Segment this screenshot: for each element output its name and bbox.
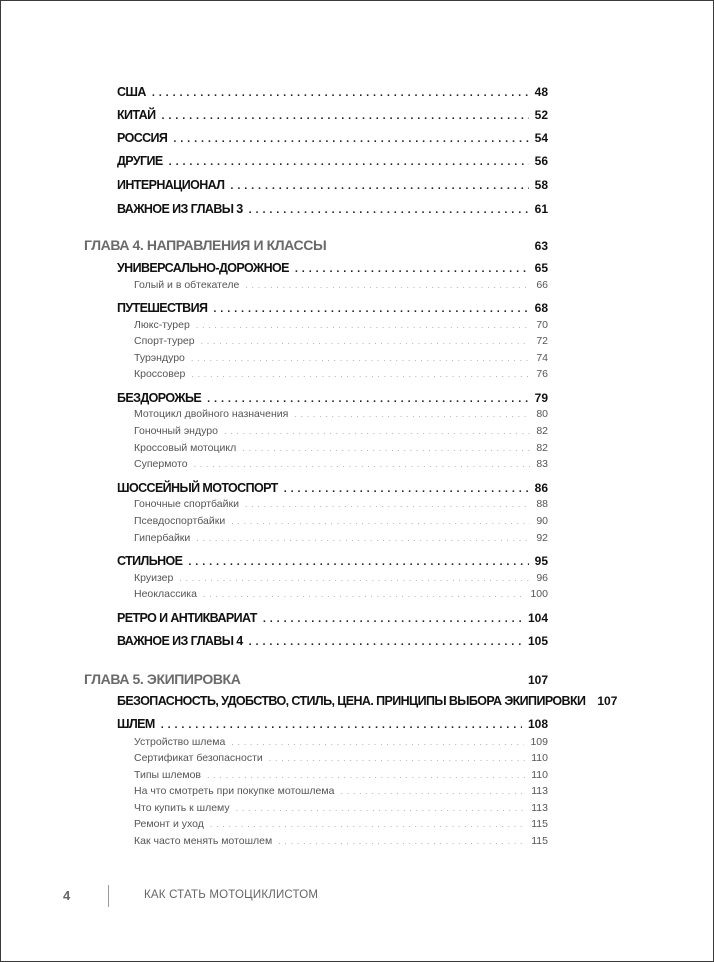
entry-page-number: 65: [534, 261, 548, 275]
dot-leader: [236, 803, 526, 814]
entry-page-number: 90: [536, 515, 548, 527]
dot-leader: [340, 786, 525, 797]
dot-leader: [207, 770, 525, 781]
dot-leader: [196, 533, 530, 544]
entry-title: СТИЛЬНОЕ: [117, 554, 183, 568]
entry-page-number: 83: [536, 458, 548, 470]
dot-leader: [161, 719, 522, 732]
dot-leader: [196, 320, 531, 331]
entry-title: Круизер: [134, 572, 174, 584]
entry-page-number: 107: [527, 672, 548, 687]
entry-title: БЕЗОПАСНОСТЬ, УДОБСТВО, СТИЛЬ, ЦЕНА. ПРИНЦИПЫ ВЫБОРА ЭКИПИРОВКИ: [117, 694, 586, 708]
entry-page-number: 76: [536, 368, 548, 380]
toc-subsection-entry: [134, 319, 548, 331]
entry-page-number: 107: [597, 694, 618, 708]
entry-page-number: 48: [534, 85, 548, 99]
toc-subsection-entry: [134, 572, 548, 584]
entry-title: Гоночные спортбайки: [134, 498, 239, 510]
entry-page-number: 113: [531, 802, 548, 814]
toc-subsection-entry: [134, 442, 548, 454]
entry-page-number: 72: [536, 335, 548, 347]
dot-leader: [191, 369, 530, 380]
dot-leader: [201, 336, 531, 347]
dot-leader: [213, 303, 528, 316]
entry-page-number: 115: [531, 835, 548, 847]
toc-subsection-entry: [134, 335, 548, 347]
entry-title: Кроссовер: [134, 368, 186, 380]
entry-title: РОССИЯ: [117, 131, 168, 145]
toc-section-entry: [117, 634, 548, 649]
entry-page-number: 88: [536, 498, 548, 510]
entry-title: Сертификат безопасности: [134, 752, 263, 764]
entry-page-number: 79: [534, 391, 548, 405]
running-title: КАК СТАТЬ МОТОЦИКЛИСТОМ: [144, 889, 319, 901]
toc-section-entry: [117, 178, 548, 193]
entry-title: ВАЖНОЕ ИЗ ГЛАВЫ 4: [117, 634, 243, 648]
entry-title: Ремонт и уход: [134, 818, 204, 830]
entry-title: Спорт-турер: [134, 335, 195, 347]
toc-section-entry: [117, 154, 548, 169]
entry-page-number: 82: [536, 425, 548, 437]
entry-page-number: 80: [536, 408, 548, 420]
toc-section-entry: [117, 108, 548, 123]
toc-subsection-entry: [134, 785, 548, 797]
page-number: 4: [63, 888, 71, 903]
dot-leader: [249, 636, 522, 649]
entry-page-number: 95: [534, 554, 548, 568]
entry-title: Как часто менять мотошлем: [134, 835, 273, 847]
entry-page-number: 100: [530, 588, 548, 600]
entry-page-number: 63: [534, 238, 548, 253]
entry-page-number: 108: [527, 717, 548, 731]
toc-subsection-entry: [134, 835, 548, 847]
entry-title: Голый и в обтекателе: [134, 279, 240, 291]
entry-title: Кроссовый мотоцикл: [134, 442, 237, 454]
dot-leader: [194, 459, 531, 470]
toc-section-entry: [117, 611, 548, 626]
toc-chapter-entry: [84, 667, 548, 687]
entry-page-number: 70: [536, 319, 548, 331]
entry-title: На что смотреть при покупке мотошлема: [134, 785, 335, 797]
toc-section-entry: [117, 554, 548, 569]
dot-leader: [231, 516, 530, 527]
dot-leader: [284, 483, 529, 496]
entry-title: ШЛЕМ: [117, 717, 155, 731]
toc-subsection-entry: [134, 408, 548, 420]
dot-leader: [245, 280, 530, 291]
toc-section-entry: [117, 694, 618, 709]
entry-title: Гипербайки: [134, 532, 191, 544]
entry-page-number: 66: [536, 279, 548, 291]
toc-subsection-entry: [134, 736, 548, 748]
dot-leader: [231, 737, 524, 748]
entry-page-number: 68: [534, 301, 548, 315]
entry-title: Псевдоспортбайки: [134, 515, 226, 527]
dot-leader: [294, 409, 530, 420]
entry-page-number: 110: [531, 752, 548, 764]
toc-subsection-entry: [134, 752, 548, 764]
entry-title: УНИВЕРСАЛЬНО-ДОРОЖНОЕ: [117, 261, 289, 275]
dot-leader: [161, 110, 528, 123]
toc-subsection-entry: [134, 802, 548, 814]
dot-leader: [245, 499, 530, 510]
toc-subsection-entry: [134, 818, 548, 830]
entry-page-number: 115: [531, 818, 548, 830]
entry-page-number: 113: [531, 785, 548, 797]
entry-title: ВАЖНОЕ ИЗ ГЛАВЫ 3: [117, 202, 243, 216]
entry-title: ДРУГИЕ: [117, 154, 163, 168]
toc-subsection-entry: [134, 532, 548, 544]
entry-title: Люкс-турер: [134, 319, 190, 331]
entry-title: Гоночный эндуро: [134, 425, 218, 437]
entry-page-number: 54: [534, 131, 548, 145]
toc-section-entry: [117, 301, 548, 316]
dot-leader: [152, 87, 529, 100]
dot-leader: [203, 589, 524, 600]
entry-title: ГЛАВА 4. НАПРАВЛЕНИЯ И КЛАССЫ: [84, 236, 327, 253]
dot-leader: [173, 133, 528, 146]
dot-leader: [210, 819, 525, 830]
toc-section-entry: [117, 131, 548, 146]
dot-leader: [246, 667, 522, 684]
entry-title: Устройство шлема: [134, 736, 226, 748]
entry-title: Супермото: [134, 458, 188, 470]
dot-leader: [230, 180, 528, 193]
toc-subsection-entry: [134, 588, 548, 600]
entry-title: КИТАЙ: [117, 108, 156, 122]
entry-page-number: 92: [536, 532, 548, 544]
entry-title: ПУТЕШЕСТВИЯ: [117, 301, 208, 315]
dot-leader: [191, 353, 530, 364]
toc-section-entry: [117, 717, 548, 732]
toc-subsection-entry: [134, 515, 548, 527]
entry-title: Что купить к шлему: [134, 802, 230, 814]
entry-page-number: 110: [531, 769, 548, 781]
toc-subsection-entry: [134, 425, 548, 437]
dot-leader: [295, 263, 529, 276]
entry-title: США: [117, 85, 146, 99]
toc-subsection-entry: [134, 769, 548, 781]
entry-page-number: 82: [536, 442, 548, 454]
table-of-contents: [1, 1, 713, 871]
dot-leader: [242, 443, 530, 454]
dot-leader: [169, 156, 529, 169]
dot-leader: [224, 426, 530, 437]
dot-leader: [249, 204, 529, 217]
entry-title: Мотоцикл двойного назначения: [134, 408, 289, 420]
entry-title: РЕТРО И АНТИКВАРИАТ: [117, 611, 257, 625]
dot-leader: [207, 393, 529, 406]
entry-title: ШОССЕЙНЫЙ МОТОСПОРТ: [117, 481, 278, 495]
dot-leader: [269, 753, 526, 764]
entry-page-number: 74: [536, 352, 548, 364]
toc-subsection-entry: [134, 279, 548, 291]
dot-leader: [179, 573, 530, 584]
toc-subsection-entry: [134, 458, 548, 470]
entry-page-number: 56: [534, 154, 548, 168]
toc-section-entry: [117, 202, 548, 217]
toc-section-entry: [117, 85, 548, 100]
entry-page-number: 105: [527, 634, 548, 648]
entry-title: БЕЗДОРОЖЬЕ: [117, 391, 202, 405]
entry-page-number: 104: [527, 611, 548, 625]
dot-leader: [332, 233, 528, 250]
page-footer: [1, 879, 713, 919]
toc-section-entry: [117, 261, 548, 276]
entry-page-number: 58: [534, 178, 548, 192]
entry-page-number: 109: [530, 736, 548, 748]
entry-title: Турэндуро: [134, 352, 185, 364]
entry-page-number: 96: [536, 572, 548, 584]
entry-title: ИНТЕРНАЦИОНАЛ: [117, 178, 225, 192]
dot-leader: [188, 556, 528, 569]
toc-subsection-entry: [134, 352, 548, 364]
entry-page-number: 86: [534, 481, 548, 495]
entry-title: Типы шлемов: [134, 769, 201, 781]
entry-title: Неоклассика: [134, 588, 197, 600]
dot-leader: [263, 613, 522, 626]
toc-subsection-entry: [134, 368, 548, 380]
entry-page-number: 52: [534, 108, 548, 122]
toc-section-entry: [117, 481, 548, 496]
entry-page-number: 61: [534, 202, 548, 216]
footer-divider: [108, 885, 109, 907]
entry-title: ГЛАВА 5. ЭКИПИРОВКА: [84, 670, 241, 687]
toc-chapter-entry: [84, 233, 548, 253]
dot-leader: [278, 836, 525, 847]
toc-subsection-entry: [134, 498, 548, 510]
toc-section-entry: [117, 391, 548, 406]
